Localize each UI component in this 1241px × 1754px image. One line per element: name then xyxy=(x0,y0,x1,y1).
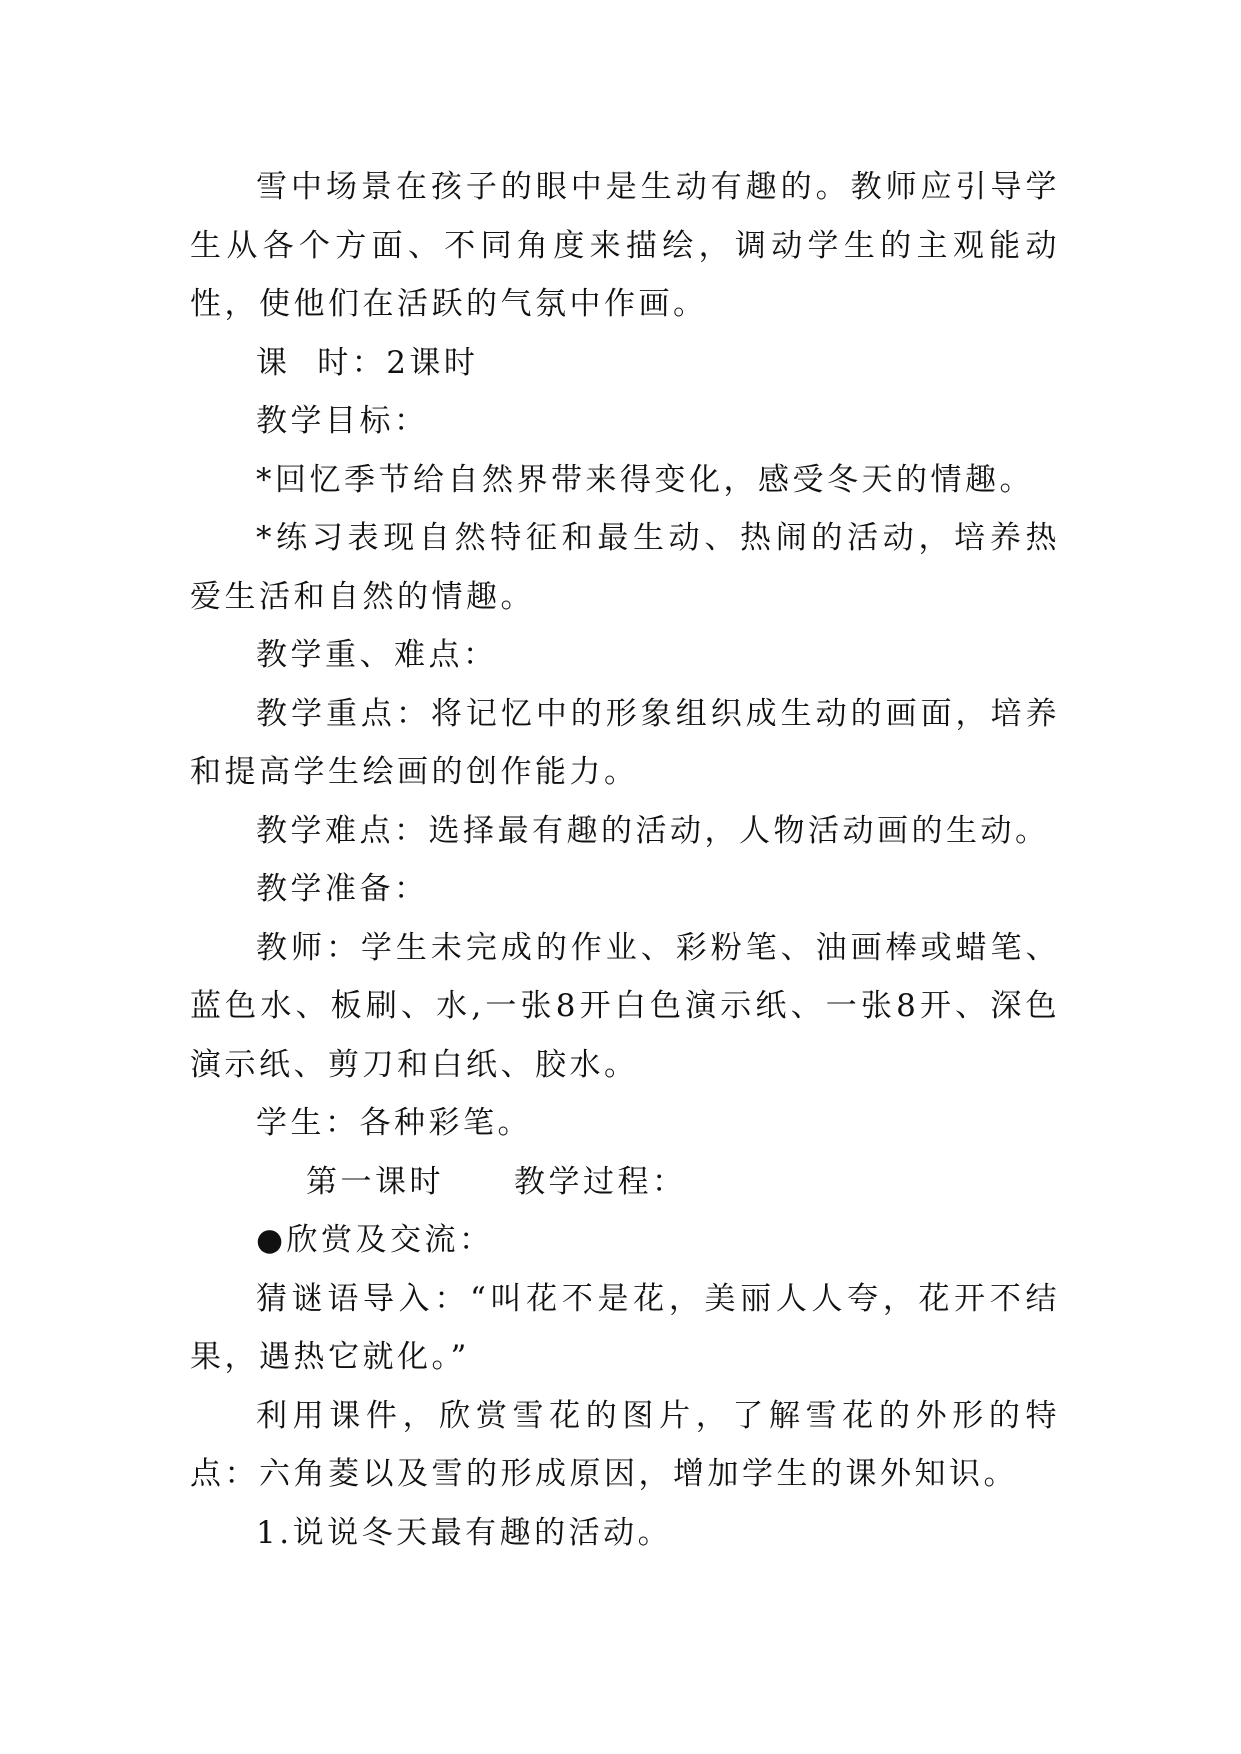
lesson-process-heading xyxy=(190,1153,1060,1212)
courseware-paragraph: 利用课件，欣赏雪花的图片，了解雪花的外形的特点：六角菱以及雪的形成原因，增加学生的课外知识。 xyxy=(190,1397,1060,1492)
key-point: 教学重点：将记忆中的形象组织成生动的画面，培养和提高学生绘画的创作能力。 xyxy=(190,695,1060,790)
first-lesson-label: 第一课时 xyxy=(306,1163,444,1200)
student-preparation: 学生：各种彩笔。 xyxy=(256,1105,532,1141)
difficult-point: 教学难点：选择最有趣的活动，人物活动画的生动。 xyxy=(256,812,1050,849)
riddle-intro: 猜谜语导入：“叫花不是花，美丽人人夸，花开不结果，遇热它就化。” xyxy=(190,1280,1060,1375)
lesson-hours: 课 时：2课时 xyxy=(256,344,479,381)
teaching-process-label: 教学过程： xyxy=(514,1163,687,1200)
activity-item-1: 1.说说冬天最有趣的活动。 xyxy=(256,1514,673,1551)
teaching-goal-1: *回忆季节给自然界带来得变化，感受冬天的情趣。 xyxy=(256,461,1034,498)
key-difficult-points-heading: 教学重、难点： xyxy=(256,637,498,673)
teacher-preparation: 教师：学生未完成的作业、彩粉笔、油画棒或蜡笔、蓝色水、板刷、水,一张8开白色演示纸、一张8开、深色演示纸、剪刀和白纸、胶水。 xyxy=(190,929,1060,1083)
teaching-goals-heading: 教学目标： xyxy=(256,403,429,439)
appreciation-heading: ●欣赏及交流： xyxy=(256,1222,494,1258)
teaching-goal-2: *练习表现自然特征和最生动、热闹的活动，培养热爱生活和自然的情趣。 xyxy=(190,520,1060,615)
preparation-heading: 教学准备： xyxy=(256,871,429,907)
document-body xyxy=(190,158,1060,1562)
intro-paragraph: 雪中场景在孩子的眼中是生动有趣的。教师应引导学生从各个方面、不同角度来描绘，调动学生的主观能动性，使他们在活跃的气氛中作画。 xyxy=(190,169,1060,322)
